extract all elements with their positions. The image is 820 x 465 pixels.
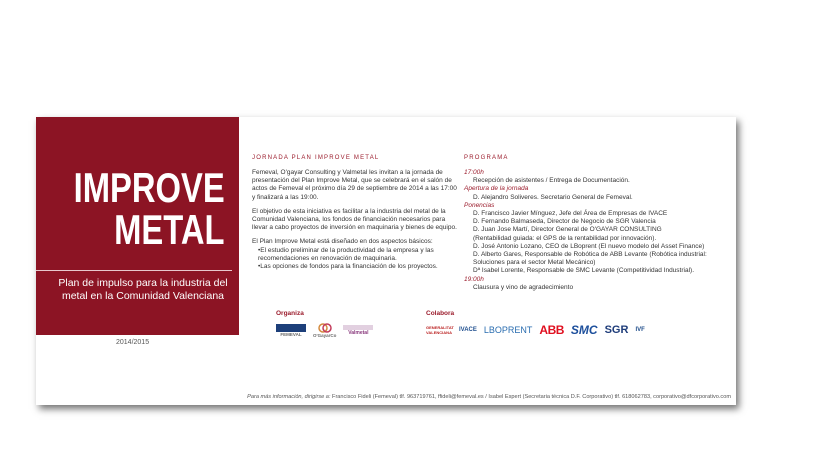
programa-item: (Rentabilidad guiada: el GPS de la rentabilidad por innovación). [473,234,657,242]
programa-subheading: Ponencias [464,201,495,209]
subtitle-divider [36,270,232,271]
cover-panel [36,117,239,335]
organiza-logo-row [276,323,373,338]
femeval-logo-mark [276,324,306,332]
ogayar-logo-mark [318,323,332,333]
smc-logo: SMC [570,323,598,337]
jornada-heading: JORNADA PLAN IMPROVE METAL [252,155,380,161]
programa-item: D. Fernando Balmaseda, Director de Negocio de SGR Valencia [473,218,656,226]
ogayar-logo: O'GayarCo [313,323,336,338]
footer-contacts: Francisco Fideli (Femeval) tlf. 963719761, ffideli@femeval.es / Isabel Espert (Secretaria técnica D.F. Corporativo) tlf. 618062783, corporativo@dfcorporativo.com [332,394,731,400]
start-time: 17:00h [464,169,484,176]
programa-item: D. Alberto Gares, Responsable de Robótica de ABB Levante (Robótica industrial: [473,251,707,259]
programa-item: D. José Antonio Lozano, CEO de LBoprent (El nuevo modelo del Asset Finance) [473,242,705,250]
organiza-block [276,310,373,338]
programa-item: Dª Isabel Lorente, Responsable de SMC Levante (Competitividad Industrial). [473,267,694,275]
programa-subheading: Apertura de la jornada [464,185,529,193]
programa-item: Clausura y vino de agradecimiento [473,283,574,291]
generalitat-logo: GENERALITAT VALENCIANA [426,325,454,335]
ivace-logo: IVACE [459,327,477,333]
programa-list [464,169,732,292]
programa-item: Recepción de asistentes / Entrega de Documentación. [473,177,630,185]
jornada-bullet-2: •Las opciones de fondos para la financiación de los proyectos. [258,263,438,271]
jornada-aspects: El Plan Improve Metal está diseñado en dos aspectos básicos: [252,238,433,246]
contact-footer [186,394,731,400]
cover-subtitle: Plan de impulso para la industria del metal en la Comunidad Valenciana [58,277,228,302]
colabora-label: Colabora [426,310,455,317]
ivf-logo: IVF [635,327,645,333]
jornada-bullet-1: •El estudio preliminar de la productividad de la empresa y las recomendaciones en renovación de maquinaria. [258,246,434,262]
lboprent-logo: LBOPRENT [483,325,533,335]
edition-year: 2014/2015 [116,339,150,346]
invitation-card [36,117,736,405]
valmetal-logo: Valmetal [343,325,373,336]
programa-item: D. Francisco Javier Mínguez, Jefe del Área de Empresas de IVACE [473,210,668,218]
programa-heading: PROGRAMA [464,155,509,161]
title-improve: IMPROVE [73,164,225,211]
jornada-text [252,169,457,271]
abb-logo: ABB [539,323,564,337]
programa-item: D. Alejandro Soliveres. Secretario General de Femeval. [473,193,633,201]
jornada-intro: Femeval, O'gayar Consulting y Valmetal les invitan a la jornada de presentación del Plan Improve Metal, que se celebrará en el salón de actos de Femeval el próximo día 29 de septiembre de 2014 a las 17:00 y finalizará a las 19:00. [252,169,457,201]
jornada-objective: El objetivo de esta iniciativa es facilitar a la industria del metal de la Comunidad Valenciana, los fondos de financiación necesarios para llevar a cabo proyectos de inversión en maquinaria y bienes de equipo. [252,207,457,232]
footer-lead: Para más información, dirigirse a: [247,394,331,400]
colabora-block [426,310,645,337]
end-time: 19:00h [464,275,484,283]
programa-item: Soluciones para el sector Metal Mecánico) [473,259,596,267]
programa-item: D. Juan Jose Martí, Director General de O'GAYAR CONSULTING [473,226,662,234]
colabora-logo-row [426,323,645,337]
organiza-label: Organiza [276,310,304,317]
femeval-logo: FEMEVAL [276,324,306,337]
sgr-logo: SGR [604,324,629,336]
title-metal: METAL [114,206,225,253]
